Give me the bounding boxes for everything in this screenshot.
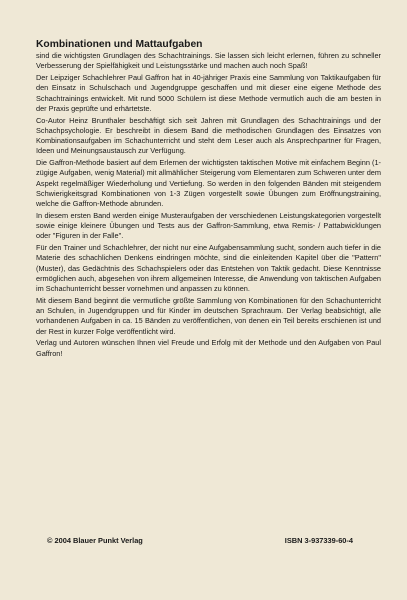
paragraph-gaffron: Der Leipziger Schachlehrer Paul Gaffron hat in 40-jähriger Praxis eine Sammlung von Taktikaufgaben für den Einsatz in Schulschach und Jugendgruppe geschaffen und mit dieser eine eigene Methode des Schachtrainings entwickelt. Mit rund 5000 Schülern ist diese Methode vermutlich auch die am besten in der Praxis geprüfte und erhärtetste. (36, 73, 381, 113)
heading: Kombinationen und Mattaufgaben (36, 39, 203, 50)
footer (47, 536, 353, 545)
paragraph-first-volume: In diesem ersten Band werden einige Musteraufgaben der verschiedenen Leistungskategorien vorgestellt sowie einige kleinere Übungen und Tests aus der Gaffron-Sammlung, etwa Remis- / Pattabwicklungen oder "Figuren in der Falle". (36, 210, 381, 241)
publisher-copyright: © 2004 Blauer Punkt Verlag (47, 536, 143, 545)
paragraph-method: Die Gaffron-Methode basiert auf dem Erlernen der wichtigsten taktischen Motive mit einfachem Beginn (1-zügige Aufgaben, wenig Material) mit allmählicher Steigerung vom Elementaren zum Schweren unter dem Aspekt regelmäßiger Wiederholung und Vertiefung. So werden in den folgenden Bänden mit steigendem Schwierigkeitsgrad Kombinationen von 1-3 Zügen vorgestellt sowie Übungen zum Eröffnungstraining, welche die Gaffron-Methode abrunden. (36, 158, 381, 208)
paragraph-coauthor: Co-Autor Heinz Brunthaler beschäftigt sich seit Jahren mit Grundlagen des Schachtrainings und der Schachpsychologie. Er beschreibt in diesem Band die methodischen Grundlagen des Einsatzes von Kombinationsaufgaben im Schachunterricht und steht dem Leser auch als Ansprechpartner für Fragen, Ideen und Meinungsaustausch zur Verfügung. (36, 115, 381, 156)
paragraph-trainer: Für den Trainer und Schachlehrer, der nicht nur eine Aufgabensammlung sucht, sondern auch tiefer in die Materie des schachlichen Denkens eindringen möchte, sind die einleitenden Kapitel über die "Pattern" (Muster), das Gedächtnis des Schachspielers oder das Entstehen von Taktik gedacht. Diese Kenntnisse ermöglichen auch, abgesehen von ihrem allgemeinen Interesse, die Anwendung von taktischen Aufgaben im Schachunterricht besser vornehmen und anpassen zu können. (36, 243, 381, 293)
paragraph-collection: Mit diesem Band beginnt die vermutliche größte Sammlung von Kombinationen für den Schachunterricht an Schulen, in Jugendgruppen und für Kinder im deutschen Sprachraum. Der Verlag beabsichtigt, alle vorhandenen Aufgaben in ca. 15 Bänden zu veröffentlichen, von denen ein Teil bereits erschienen ist und der Rest in kurzer Folge veröffentlicht wird. (36, 295, 381, 336)
paragraph-closing: Verlag und Autoren wünschen Ihnen viel Freude und Erfolg mit der Methode und den Aufgaben von Paul Gaffron! (36, 338, 381, 358)
paragraph-intro: sind die wichtigsten Grundlagen des Schachtrainings. Sie lassen sich leicht erlernen, führen zu schneller Verbesserung der Spielfähigkeit und Leistungsstärke und machen auch noch Spaß! (36, 51, 381, 71)
isbn: ISBN 3-937339-60-4 (284, 536, 353, 545)
